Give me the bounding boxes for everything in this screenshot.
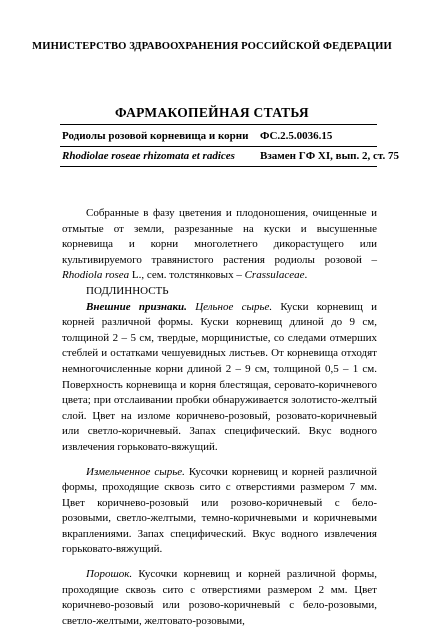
meta-row-2 [62,150,399,162]
latin-species: Rhodiola rosea [62,269,130,282]
replaces-note: Взамен ГФ XI, вып. 2, ст. 75 [260,150,399,162]
crushed-material-paragraph: Измельченное сырье. Кусочки корневищ и корней различной формы, проходящие сквозь сито с отверстиями размером 7 мм. Цвет коричнево-розовый или розово-коричневый с бело-розовыми, светло-желтыми, темно-коричневыми и коричневыми вкраплениями. Запах специфический. Вкус водного извлечения горьковато-вяжущий. [62,465,377,556]
standard-code: ФС.2.5.0036.15 [260,130,333,142]
whole-material-label: Цельное сырье. [186,300,273,313]
crushed-material-label: Измельченное сырье. [86,465,185,478]
powder-paragraph: Порошок. Кусочки корневищ и корней различной формы, проходящие сквозь сито с отверстиями размером 2 мм. Цвет коричнево-розовый или розово-коричневый с бело-розовыми, светло-желтыми, желтовато-розовыми, [62,568,377,627]
latin-family: Crassulaceae [244,269,305,282]
middle-rule [60,146,377,147]
bottom-rule [60,166,377,167]
meta-row-1 [62,130,374,142]
powder-label: Порошок. [86,568,133,581]
raw-material-name: Родиолы розовой корневища и корни [62,130,249,142]
external-signs-paragraph: Внешние признаки. Цельное сырье. Куски корневищ и корней различной формы. Куски корневищ длиной до 9 см, толщиной 2 – 5 см, твердые, морщинистые, со следами отмерших стеблей и остатками чешуевидных листьев. От корневища отходят немногочисленные корни длиной 2 – 9 см, толщиной 0,5 – 1 см. Поверхность корневища и корня блестящая, серовато-коричневого цвета; при отслаивании пробки обнаруживается золотисто-желтый слой. Цвет на изломе коричнево-розовый, розовато-коричневый или светло-коричневый. Запах специфический. Вкус водного извлечения горьковато-вяжущий. [62,300,377,453]
intro-paragraph: Собранные в фазу цветения и плодоношения, очищенные и отмытые от земли, разрезанные на куски и высушенные корневища и корни многолетнего дикорастущего или культивируемого травянистого растения родиолы розовой – Rhodiola rosea L., сем. толстянковых – Crassulaceae. [62,207,377,282]
article-body [62,206,377,629]
article-title: ФАРМАКОПЕЙНАЯ СТАТЬЯ [115,105,309,120]
top-rule [60,124,377,125]
section-authenticity: ПОДЛИННОСТЬ [86,284,169,297]
latin-name: Rhodiolae roseae rhizomata et radices [62,150,235,162]
external-signs-label: Внешние признаки. [86,300,187,313]
ministry-header: МИНИСТЕРСТВО ЗДРАВООХРАНЕНИЯ РОССИЙСКОЙ ФЕДЕРАЦИИ [32,41,392,52]
